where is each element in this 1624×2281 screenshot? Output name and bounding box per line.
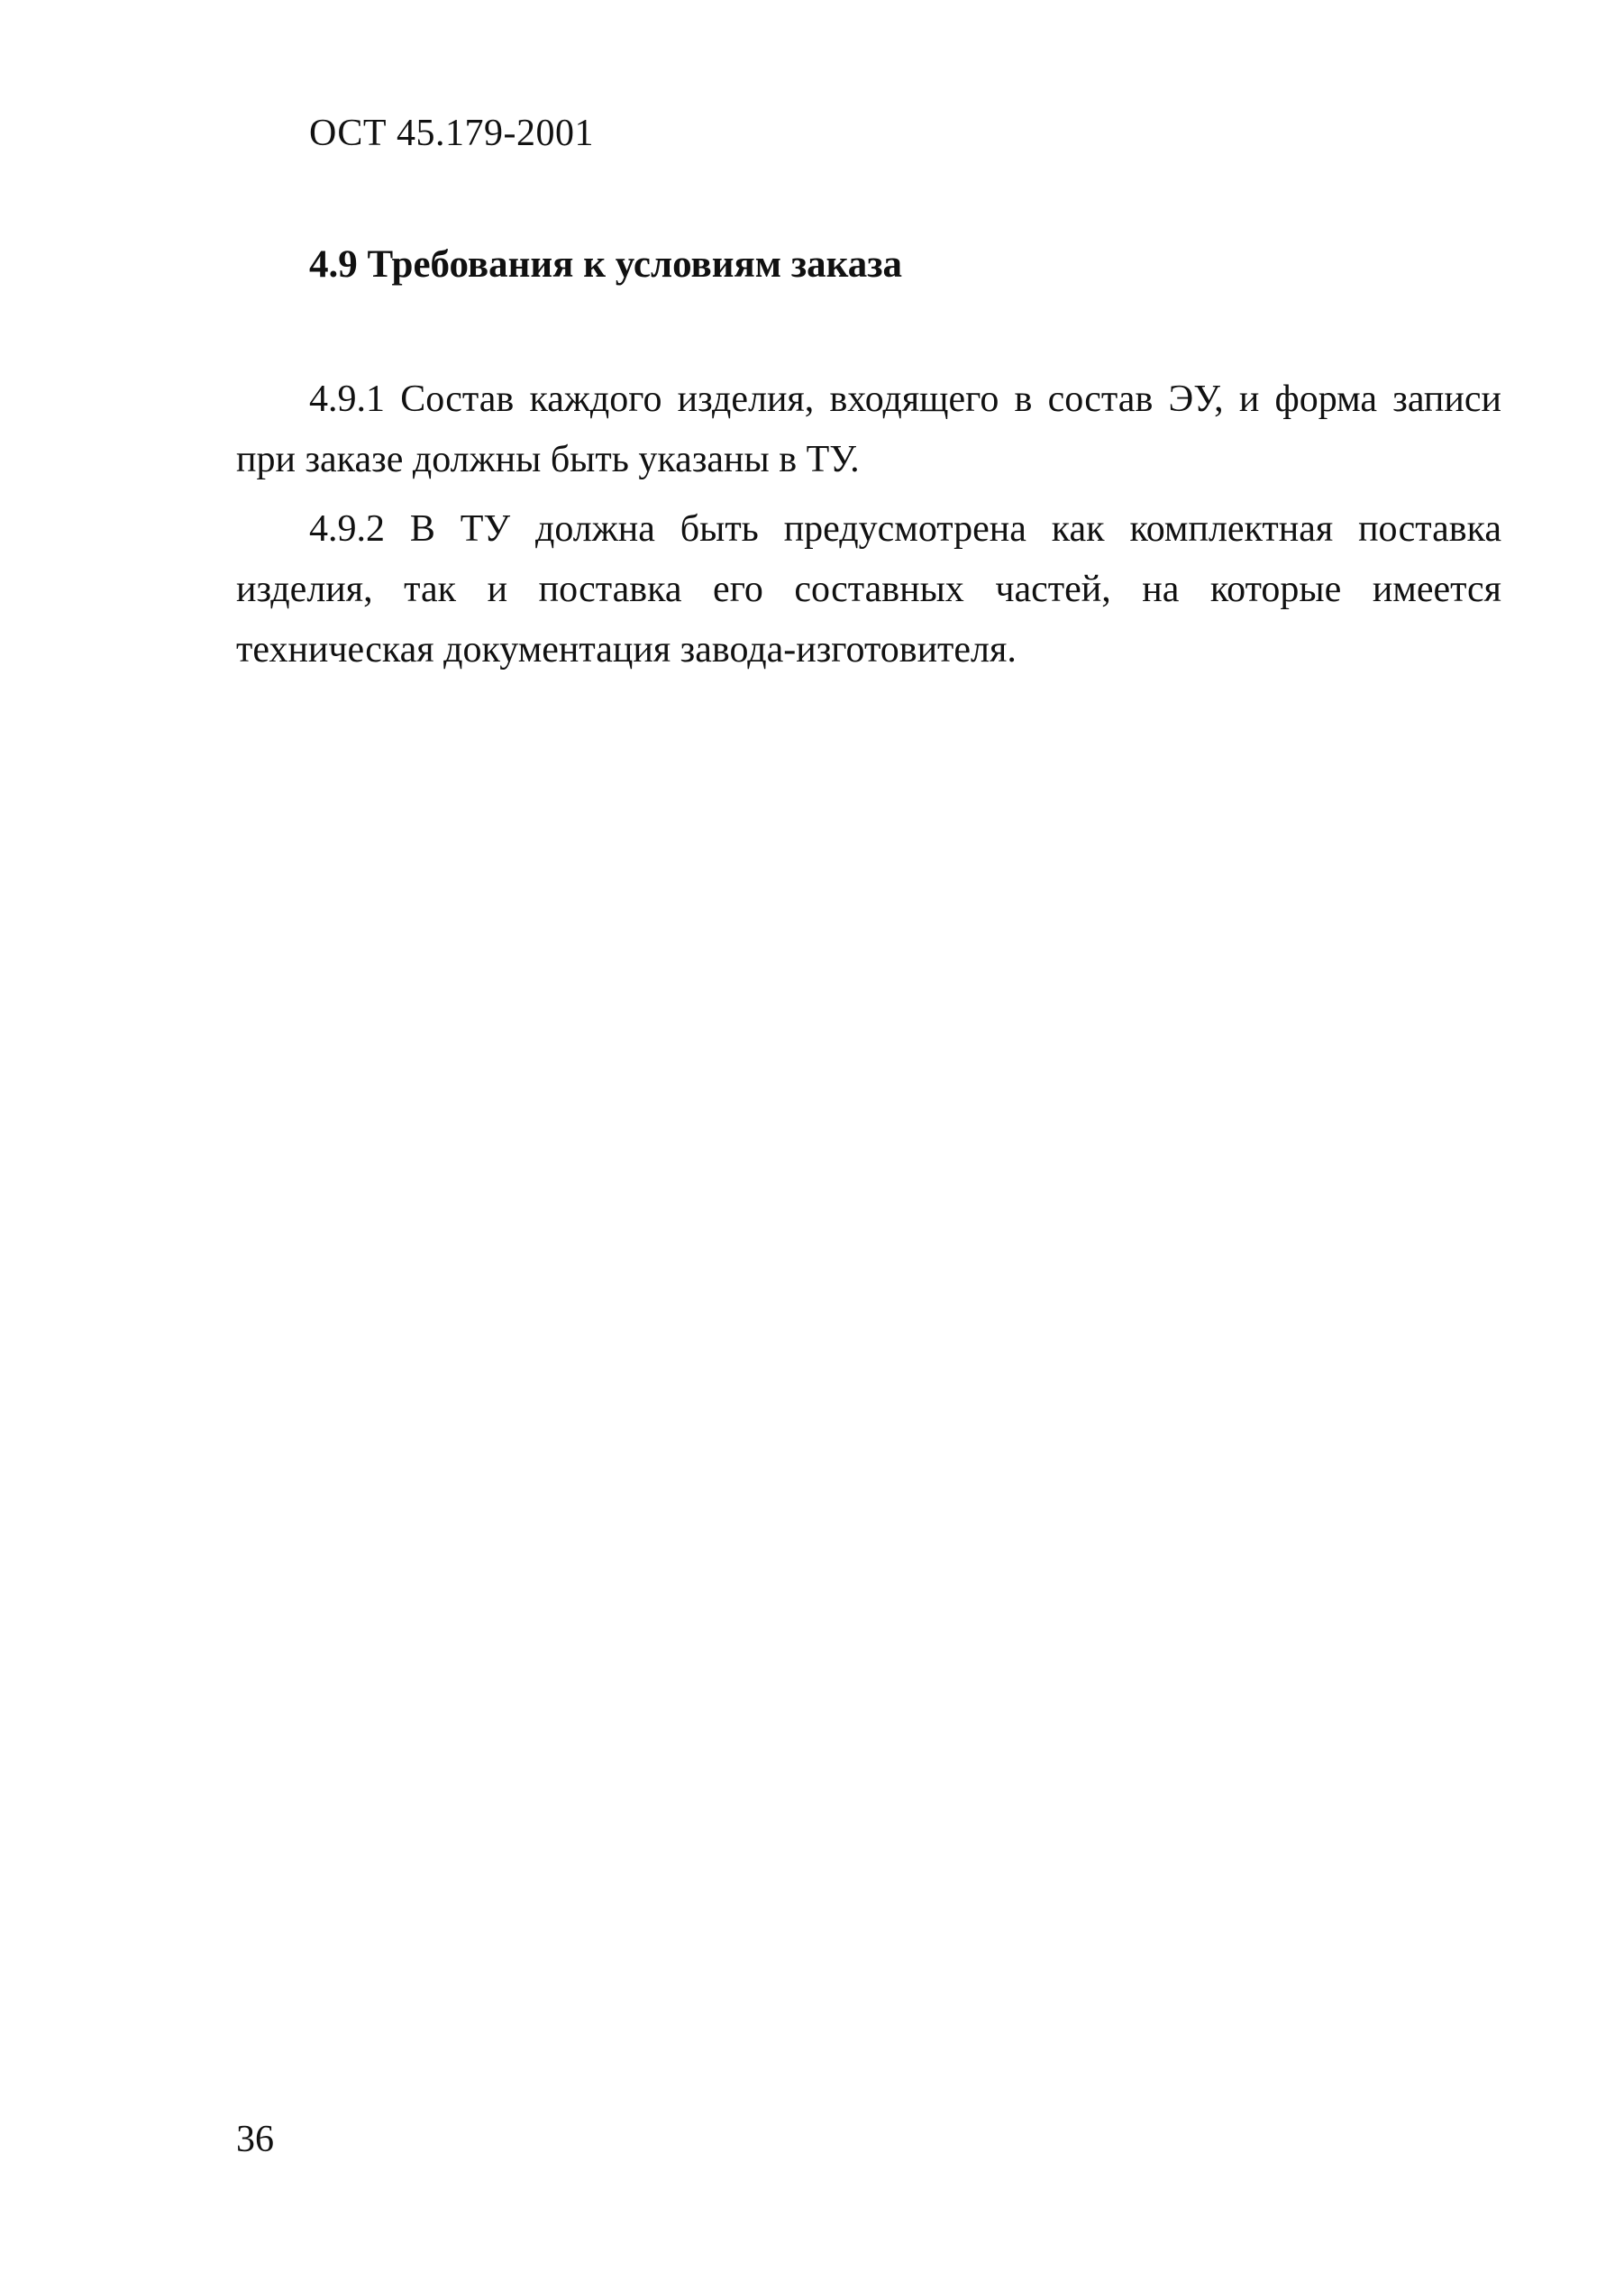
- paragraph-line: 4.9.2 В ТУ должна быть предусмотрена как комплектная поставка: [309, 508, 1501, 550]
- page-number: 36: [236, 2119, 274, 2160]
- paragraph-line: техническая документация завода-изготовителя.: [236, 629, 1017, 671]
- paragraph-line: изделия, так и поставка его составных частей, на которые имеется: [236, 569, 1501, 610]
- section-heading: 4.9 Требования к условиям заказа: [309, 243, 903, 286]
- paragraph-4-9-1: [236, 370, 1501, 490]
- paragraph-line: при заказе должны быть указаны в ТУ.: [236, 439, 860, 480]
- paragraph-4-9-2: [236, 499, 1501, 680]
- document-code: ОСТ 45.179-2001: [309, 113, 594, 154]
- paragraph-line: 4.9.1 Состав каждого изделия, входящего в состав ЭУ, и форма записи: [309, 379, 1501, 420]
